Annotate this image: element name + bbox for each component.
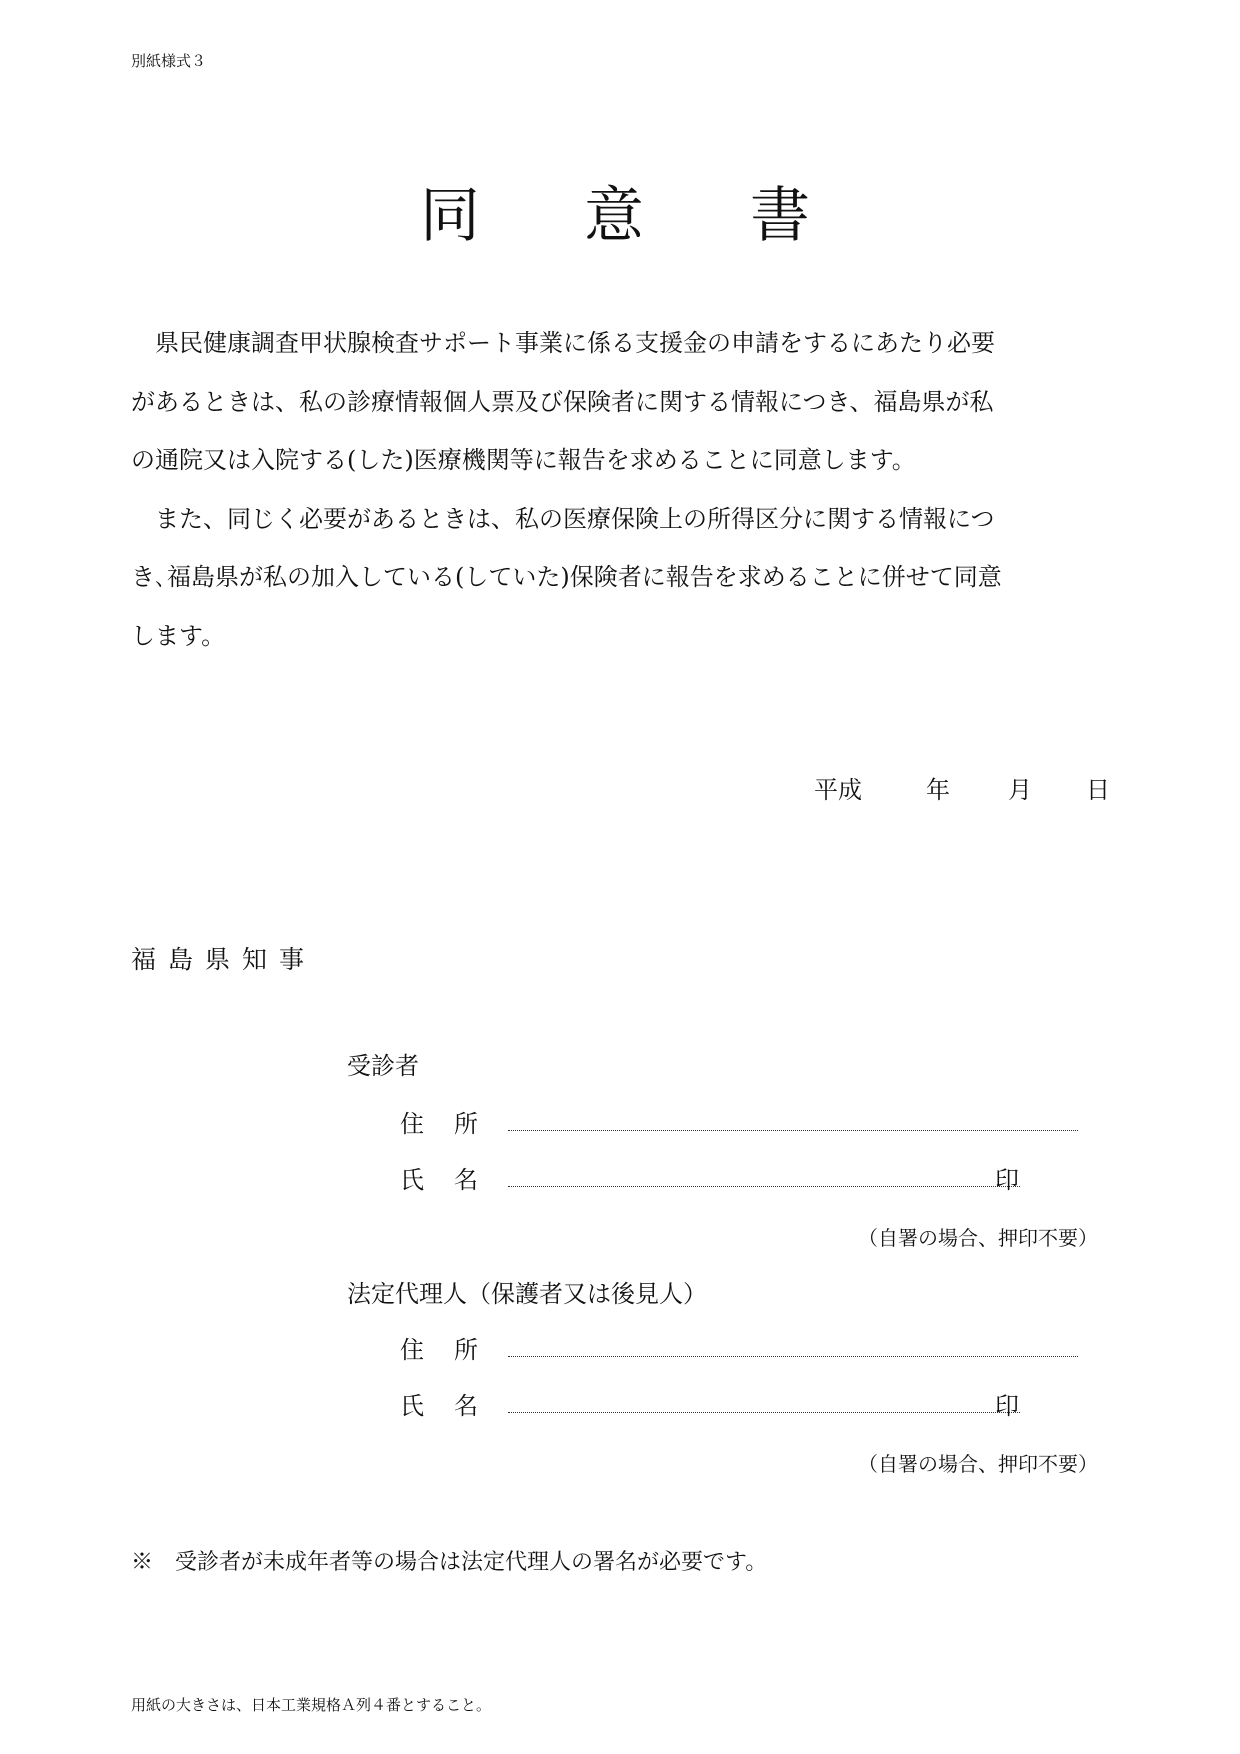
paragraph-2-line-1: また、同じく必要があるときは、私の医療保険上の所得区分に関する情報につ bbox=[155, 504, 995, 533]
guardian-name-field[interactable] bbox=[508, 1412, 1020, 1413]
guardian-address-field[interactable] bbox=[508, 1356, 1078, 1357]
date-year: 年 bbox=[926, 776, 950, 804]
paragraph-2 bbox=[131, 490, 1116, 666]
patient-seal-note: （自署の場合、押印不要） bbox=[858, 1226, 1098, 1250]
patient-name-field[interactable] bbox=[508, 1186, 1020, 1187]
guardian-seal-note: （自署の場合、押印不要） bbox=[858, 1452, 1098, 1476]
title-char-3: 書 bbox=[750, 181, 814, 251]
consent-body bbox=[131, 314, 1116, 665]
paragraph-2-line-3: します。 bbox=[131, 621, 226, 650]
paragraph-2-line-2: き､福島県が私の加入している(していた)保険者に報告を求めることに併せて同意 bbox=[131, 563, 1002, 591]
minor-signature-note: ※ 受診者が未成年者等の場合は法定代理人の署名が必要です。 bbox=[131, 1550, 768, 1575]
addressee: 福島県知事 bbox=[131, 945, 317, 974]
paragraph-1-line-2: があるときは、私の診療情報個人票及び保険者に関する情報につき、福島県が私 bbox=[131, 387, 994, 416]
date-day: 日 bbox=[1086, 776, 1110, 804]
guardian-seal-mark: 印 bbox=[995, 1392, 1019, 1420]
title-char-1: 同 bbox=[420, 181, 484, 251]
paragraph-1-line-3: の通院又は入院する(した)医療機関等に報告を求めることに同意します。 bbox=[131, 446, 916, 474]
paper-size-note: 用紙の大きさは、日本工業規格Ａ列４番とすること。 bbox=[131, 1696, 492, 1714]
patient-address-field[interactable] bbox=[508, 1130, 1078, 1131]
title-char-2: 意 bbox=[584, 181, 648, 251]
paragraph-1 bbox=[131, 314, 1116, 490]
guardian-label: 法定代理人（保護者又は後見人） bbox=[347, 1280, 707, 1308]
date-era: 平成 bbox=[814, 776, 862, 804]
patient-label: 受診者 bbox=[347, 1052, 419, 1080]
form-number: 別紙様式３ bbox=[131, 52, 207, 70]
date-month: 月 bbox=[1008, 776, 1032, 804]
paragraph-1-line-1: 県民健康調査甲状腺検査サポート事業に係る支援金の申請をするにあたり必要 bbox=[155, 329, 995, 357]
patient-seal-mark: 印 bbox=[995, 1166, 1019, 1194]
